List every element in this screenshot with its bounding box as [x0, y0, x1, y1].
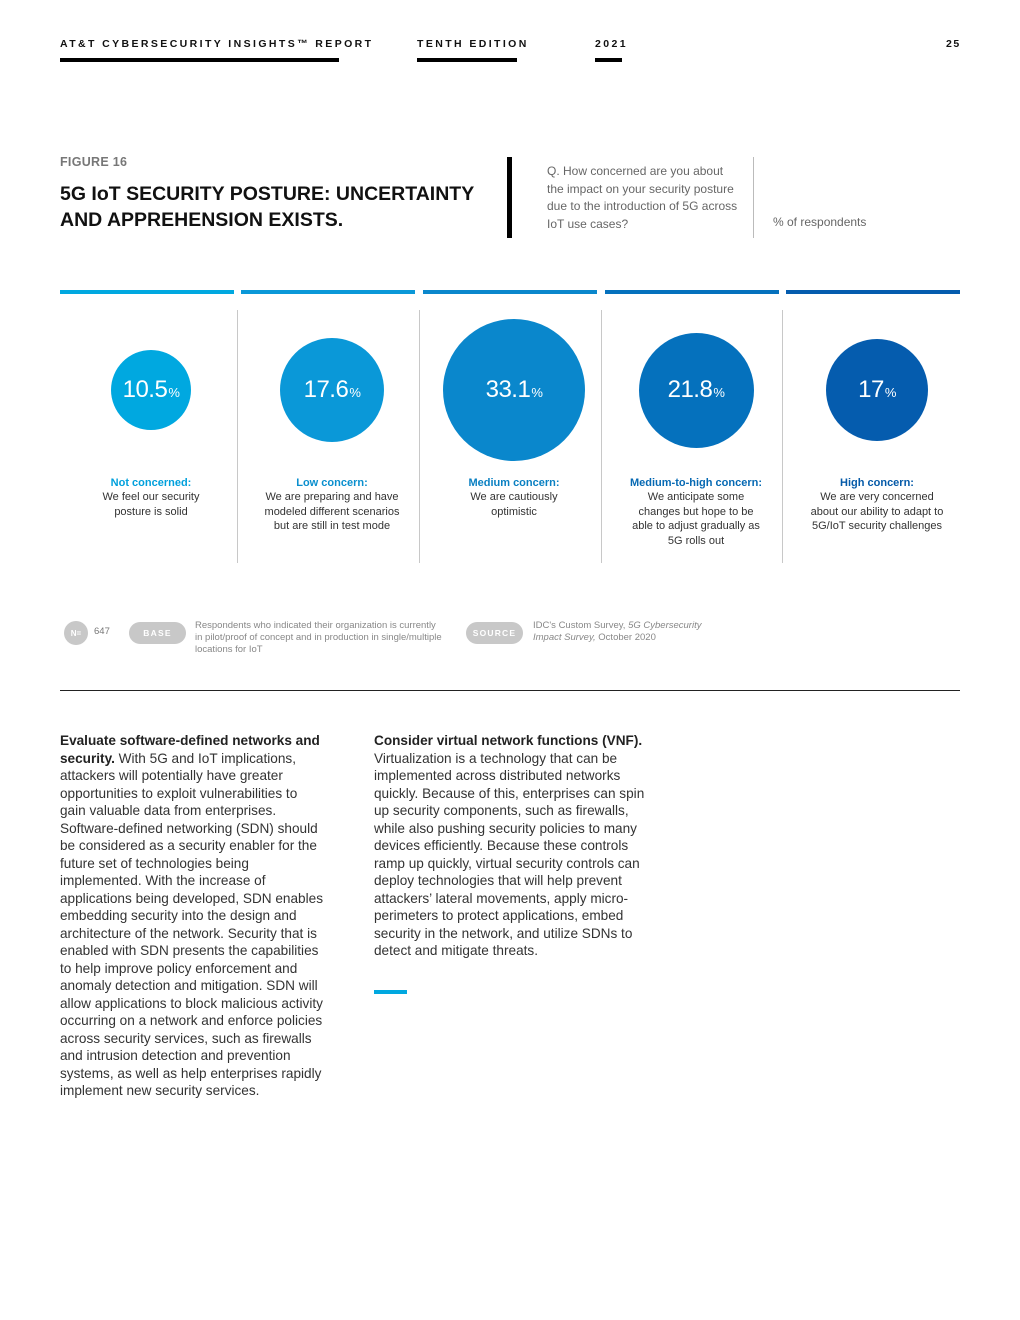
- report-title: AT&T CYBERSECURITY INSIGHTS™ REPORT: [60, 38, 374, 50]
- article-end-mark: [374, 990, 407, 994]
- vnf-text: Virtualization is a technology that can be implemented across distributed networks quickly. Because of this, enterprises can spin up security components, such as firewalls, while also pushing security policies to many devices efficiently. Because these controls ramp up quickly, virtual security controls can deploy technologies that will help prevent attackers’ lateral movements, apply micro-perimeters to protect applications, embed security in the network, and utilize SDNs to detect and mitigate threats.: [374, 750, 645, 958]
- sdn-text: With 5G and IoT implications, attackers will potentially have greater opportunities to exploit vulnerabilities to gain valuable data from enterprises. Software-defined networking (SDN) should be considered as a security enabler for the future set of technologies being implemented. With the increase of applications being developed, SDN enables embedding security into the design and architecture of the network. Security that is enabled with SDN presents the capabilities to help improve policy enforcement and anomaly detection and mitigation. SDN will allow applications to block malicious activity occurring on a network and enforce policies across security services, such as firewalls and intrusion detection and prevention systems, as well as help enterprises rapidly implement new security services.: [60, 750, 323, 1098]
- header-underline: [417, 58, 517, 62]
- category-top-bar: [423, 290, 597, 294]
- question-divider: [753, 157, 754, 238]
- category-description: We are cautiously optimistic: [470, 491, 558, 518]
- category-title: Medium-to-high concern:: [630, 477, 762, 489]
- survey-question: Q. How concerned are you about the impact on your security posture due to the introduction of 5G across IoT use cases?: [547, 164, 738, 231]
- category-label: [628, 476, 764, 548]
- bubble-value: 21.8: [667, 376, 713, 403]
- bubble-unit: %: [884, 385, 896, 400]
- source-text: [533, 620, 723, 644]
- category-top-bar: [60, 290, 234, 294]
- bubble-unit: %: [531, 385, 543, 400]
- category-description: We are preparing and have modeled different scenarios but are still in test mode: [264, 491, 400, 533]
- sdn-heading: Evaluate software-defined networks and security.: [60, 733, 320, 766]
- category-description: We anticipate some changes but hope to be able to adjust gradually as 5G rolls out: [632, 491, 760, 547]
- source-badge: SOURCE: [466, 622, 523, 644]
- bubble-value: 33.1: [485, 376, 531, 403]
- page-number: 25: [946, 38, 961, 50]
- category-title: Low concern:: [296, 477, 368, 489]
- sample-size: 647: [94, 626, 110, 637]
- bubble-unit: %: [168, 385, 180, 400]
- section-rule: [60, 690, 960, 691]
- base-badge: BASE: [129, 622, 186, 644]
- body-column-sdn: [60, 732, 325, 1100]
- bubble-value: 17: [858, 376, 884, 403]
- bubble-value: 17.6: [303, 376, 349, 403]
- category-title: Medium concern:: [468, 477, 560, 489]
- category-label: [264, 476, 400, 534]
- body-column-vnf: [374, 732, 650, 960]
- value-bubble: [639, 333, 754, 448]
- base-text: Respondents who indicated their organization is currently in pilot/proof of concept and in production in single/multiple locations for IoT: [195, 620, 442, 655]
- year-label: 2021: [595, 38, 628, 50]
- value-bubble: [443, 319, 585, 461]
- value-bubble: [826, 339, 928, 441]
- category-description: We are very concerned about our ability to adapt to 5G/IoT security challenges: [810, 491, 944, 533]
- category-label: [809, 476, 945, 534]
- column-divider: [782, 310, 783, 563]
- column-divider: [601, 310, 602, 563]
- column-divider: [419, 310, 420, 563]
- category-title: High concern:: [840, 477, 914, 489]
- category-title: Not concerned:: [110, 477, 192, 489]
- bubble-unit: %: [349, 385, 361, 400]
- value-bubble: [280, 338, 384, 442]
- category-top-bar: [605, 290, 779, 294]
- figure-label: FIGURE 16: [60, 155, 128, 169]
- n-badge: N=: [64, 621, 88, 645]
- edition-label: TENTH EDITION: [417, 38, 529, 50]
- column-divider: [237, 310, 238, 563]
- unit-label: % of respondents: [773, 215, 867, 229]
- category-top-bar: [786, 290, 960, 294]
- vnf-heading: Consider virtual network functions (VNF).: [374, 733, 643, 748]
- source-date: October 2020: [595, 632, 656, 643]
- category-label: [446, 476, 582, 519]
- category-label: [83, 476, 219, 519]
- source-title: 5G Cybersecurity Impact Survey,: [533, 620, 702, 643]
- figure-title: 5G IoT SECURITY POSTURE: UNCERTAINTY AND APPREHENSION EXISTS.: [60, 183, 474, 231]
- category-description: We feel our security posture is solid: [102, 491, 200, 518]
- header-underline: [595, 58, 622, 62]
- header-underline: [60, 58, 339, 62]
- value-bubble: [111, 350, 191, 430]
- question-accent-bar: [507, 157, 512, 238]
- bubble-value: 10.5: [122, 376, 168, 403]
- bubble-unit: %: [713, 385, 725, 400]
- source-plain: IDC's Custom Survey,: [533, 620, 629, 631]
- category-top-bar: [241, 290, 415, 294]
